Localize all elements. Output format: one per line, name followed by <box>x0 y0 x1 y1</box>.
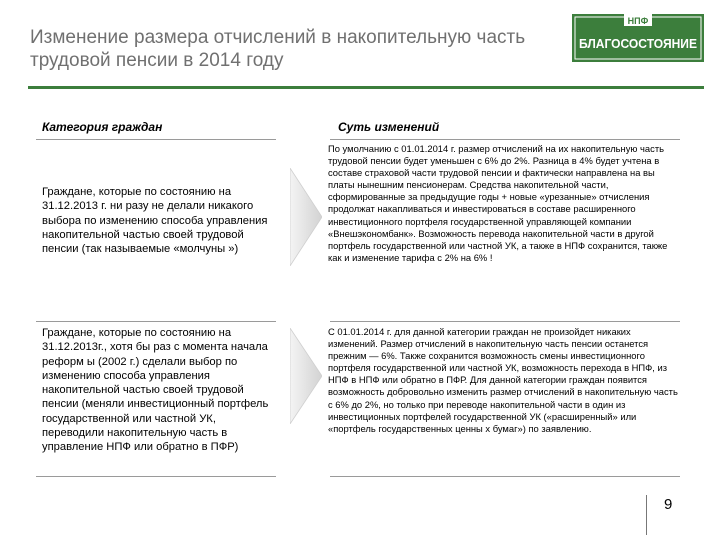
row-1-category: Граждане, которые по состоянию на 31.12.2013 г. ни разу не делали никакого выбора по изменению способа управления накопительной частью своей трудовой пенсии (так называемые «молчуны ») <box>42 186 268 256</box>
row-divider-right <box>330 321 680 322</box>
row-1-changes: По умолчанию с 01.01.2014 г. размер отчислений на их накопительную часть трудовой пенсии будет уменьшен с 6% до 2%. Разница в 4% будет учтена в составе страховой части трудовой пенсии и фактически направлена на вы платы нынешним пенсионерам. Средства накопительной части, сформированные за предыдущие годы + новые «урезанные» отчисления продолжат накапливаться и инвестироваться в составе расширенного инвестиционного портфеля государственной управляющей компании «Внешэкономбанк». Возможность перевода накопительной части в другой портфель государственной или частной УК, а также в НПФ сохранится, также как и изменение тарифа с 2% на 6% ! <box>328 143 668 263</box>
bottom-line-right <box>330 476 680 477</box>
page-number-divider <box>646 495 647 535</box>
arrow-right-icon <box>290 328 322 424</box>
header-line-left <box>36 139 276 140</box>
npf-logo <box>572 14 704 62</box>
header-line-right <box>330 139 680 140</box>
arrow-right-icon <box>290 168 322 266</box>
page-number: 9 <box>664 496 673 513</box>
logo-top-text: НПФ <box>627 16 649 26</box>
row-2-category: Граждане, которые по состоянию на 31.12.2013г., хотя бы раз с момента начала реформ ы (2002 г.) сделали выбор по изменению способа управления накопительной частью своей трудовой пенсии (меняли инвестиционный портфель государственной или частной УК, переводили накопительную часть в управление НПФ или обратно в ПФР) <box>42 327 269 454</box>
header-divider <box>28 86 704 89</box>
row-2-changes: С 01.01.2014 г. для данной категории граждан не произойдет никаких изменений. Размер отчислений в накопительную часть пенсии останется прежним — 6%. Также сохранится возможность смены инвестиционного портфеля государственной или частной УК, возможность перехода в НПФ, из НПФ в НПФ или обратно в ПФР. Для данной категории граждан появится возможность добровольно изменить размер отчислений в накопительную часть с 6% до 2%, но только при переводе накопительной части в один из инвестиционных портфелей государственной УК («расширенный» или «портфель государственных ценны х бумаг») по заявлению. <box>328 326 678 434</box>
header-category: Категория граждан <box>42 120 163 134</box>
page-title: Изменение размера отчислений в накопительную часть трудовой пенсии в 2014 году <box>30 27 526 71</box>
bottom-line-left <box>36 476 276 477</box>
row-divider-left <box>36 321 276 322</box>
header-changes: Суть изменений <box>338 120 440 134</box>
logo-name-text: БЛАГОСОСТОЯНИЕ <box>579 36 698 51</box>
